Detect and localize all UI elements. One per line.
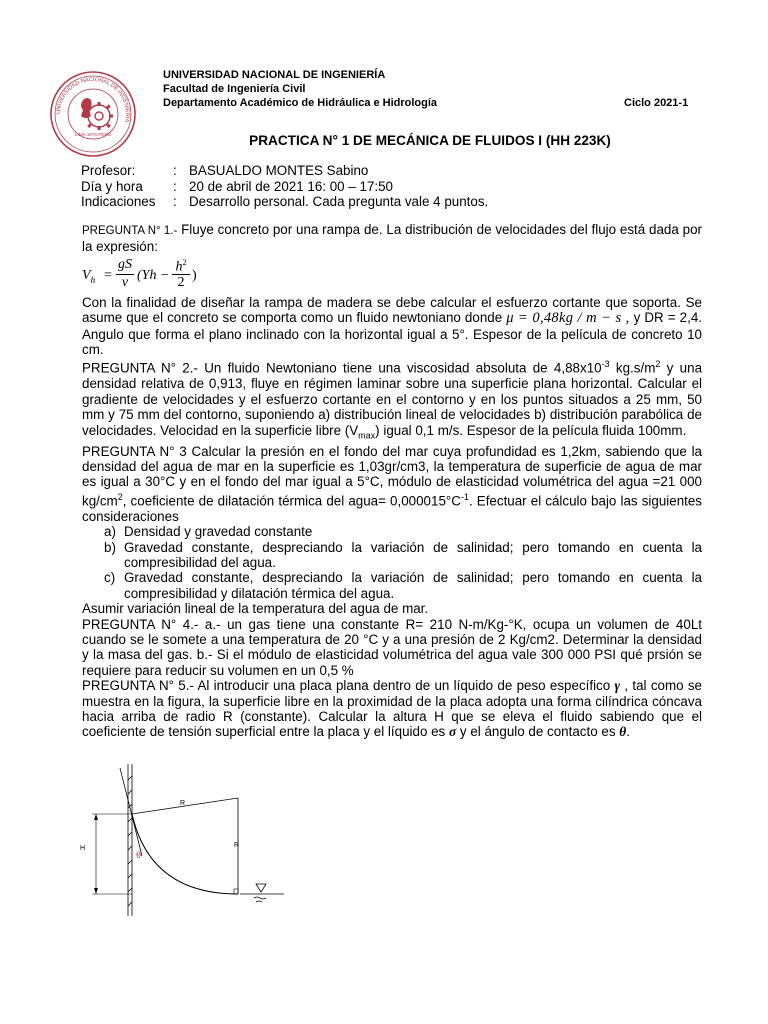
q5-text-b: , tal como se muestra en la figura, la superficie libre en la proximidad de la placa adopta una forma cilíndrica cóncava hacia arriba de radio R (constante). Calcular la altura H que se eleva el fluido sabiendo que el coeficiente de tensión superficial entre la placa y el líquido es	[82, 678, 702, 740]
q2-text-b: kg.s/m	[609, 360, 656, 376]
info-label: Profesor:	[81, 163, 136, 178]
option-text: Densidad y gravedad constante	[124, 524, 313, 540]
q2-sup-b: 2	[655, 359, 661, 370]
q2-text-c: y una densidad relativa de 0,913, fluye en régimen laminar sobre una superficie plana horizontal. Calcular el gradiente de velocidades y el esfuerzo cortante en el contorno y en los puntos situados a 25 mm, 50 mm y 75 mm del contorno, suponiendo a) distribución lineal de velocidades b) distribución parabólica de velocidades. Velocidad en la superficie libre (V	[82, 360, 703, 438]
q2-text-d: ) igual 0,1 m/s. Espesor de la película fluida 100mm.	[375, 422, 687, 438]
q1-text-a: Con la finalidad de diseñar la rampa de madera se debe calcular el esfuerzo cortante que soporta. Se asume que el concreto se comporta como un fluido newtoniano donde	[82, 294, 702, 326]
page-title: PRACTICA N° 1 DE MECÁNICA DE FLUIDOS I (HH 223K)	[249, 133, 611, 148]
tangent-line	[120, 768, 142, 856]
q1-formula	[82, 255, 702, 295]
q3-sup-a: 2	[117, 491, 123, 502]
university-name: UNIVERSIDAD NACIONAL DE INGENIERÍA	[163, 69, 386, 81]
option-letter: b)	[104, 539, 116, 555]
q3-option	[104, 539, 702, 571]
gamma-symbol: γ	[614, 678, 621, 694]
q1-intro: Fluye concreto por una rampa de. La distribución de velocidades del flujo está dada por la expresión:	[82, 222, 702, 255]
q3-text-a: Calcular la presión en el fondo del mar cuya profundidad es 1,2km, sabiendo que la densidad del agua de mar en la superficie es 1,03gr/cm3, la temperatura de superficie de agua de mar es igual a 30°C y en el fondo del mar igual a 5°C, módulo de elasticidad volumétrica del agua =21 000 kg/cm	[82, 443, 702, 509]
option-text: Gravedad constante, despreciando la variación de salinidad; pero tomando en cuenta la compresibilidad del agua.	[124, 539, 702, 570]
q3-sup-b: -1	[460, 491, 469, 502]
info-row-date	[81, 179, 488, 195]
info-sep: :	[173, 163, 177, 178]
q3-options	[82, 524, 702, 601]
formula-paren-close: )	[192, 267, 197, 283]
q4-text: a.- un gas tiene una constante R= 210 N-m/Kg-°K, ocupa un volumen de 40Lt cuando se le somete a una temperatura de 20 °C y a una presión de 2 Kg/cm2. Determinar la densidad y la masa del gas. b.- Si el módulo de elasticidad volumétrica del agua vale 300 000 PSI qué prsión se requiere para reducir su volumen en un 0,5 %	[82, 616, 702, 678]
seal-text: UNIVERSIDAD NACIONAL DE INGENIERÍA	[55, 76, 131, 123]
formula-eq: =	[104, 267, 112, 283]
question-2	[82, 357, 702, 443]
q3-label: PREGUNTA N° 3	[82, 443, 187, 459]
q5-label: PREGUNTA N° 5.-	[82, 678, 194, 694]
info-row-professor	[81, 163, 488, 179]
question-1	[82, 222, 702, 740]
formula-paren-open: (Yh −	[137, 267, 170, 283]
q1-mu: μ = 0,48kg / m − s ,	[506, 310, 630, 327]
q1-label: PREGUNTA N° 1.-	[82, 225, 178, 237]
option-letter: a)	[104, 524, 116, 540]
formula-frac2-num: h	[175, 259, 183, 275]
capillary-figure	[70, 760, 300, 920]
formula-frac-num: gS	[118, 256, 132, 272]
plate-hatching	[128, 764, 132, 916]
faculty-name: Facultad de Ingeniería Civil	[163, 83, 306, 95]
info-label: Día y hora	[81, 178, 143, 194]
cycle: Ciclo 2021-1	[624, 97, 689, 109]
sigma-symbol: σ	[448, 724, 457, 740]
info-sep: :	[173, 194, 177, 209]
info-value: Desarrollo personal. Cada pregunta vale 4 puntos.	[189, 194, 489, 209]
q3-closing: Asumir variación lineal de la temperatura del agua de mar.	[82, 601, 429, 617]
formula-frac-den: ν	[121, 274, 129, 290]
q3-option	[104, 570, 702, 601]
info-value: 20 de abril de 2021 16: 00 – 17:50	[189, 178, 394, 194]
q3-text-b: , coeficiente de dilatación térmica del agua= 0,000015°C	[122, 493, 461, 509]
info-row-instructions	[81, 194, 488, 210]
label-r-top: R	[180, 800, 186, 807]
q5-text-a: Al introducir una placa plana dentro de un líquido de peso específico	[193, 678, 615, 694]
q2-text-a: Un fluido Newtoniano tiene una viscosidad absoluta de 4,88x10	[197, 360, 602, 376]
q3-option	[104, 524, 702, 540]
q1-text-b: y DR = 2,4. Angulo que forma el plano inclinado con la horizontal igual a 5°. Espesor de la película de concreto 10 cm.	[82, 310, 702, 358]
info-sep: :	[173, 178, 177, 194]
question-3	[82, 444, 702, 525]
label-theta: θ	[136, 850, 142, 860]
formula-frac2-sup: 2	[182, 257, 187, 267]
q4-label: PREGUNTA N° 4.-	[82, 616, 199, 632]
label-r-right: R	[234, 842, 240, 849]
question-5	[82, 678, 702, 740]
q5-text-d: .	[626, 724, 630, 740]
free-surface-curve	[132, 814, 238, 894]
q2-sub-max: max	[358, 430, 376, 441]
formula-lhs: V	[82, 267, 91, 283]
question-4	[82, 617, 702, 679]
formula-frac2-den: 2	[177, 274, 185, 290]
q2-sup-a: -3	[601, 359, 610, 370]
department-name: Departamento Académico de Hidráulica e Hidrología	[163, 97, 438, 109]
q3-text-c: . Efectuar el cálculo bajo las siguientes consideraciones	[82, 493, 703, 524]
option-text: Gravedad constante, despreciando la variación de salinidad; pero tomando en cuenta la compresibilidad y dilatación térmica del agua.	[124, 570, 702, 601]
formula-lhs-sub: h	[90, 274, 96, 285]
water-level-icon	[240, 884, 284, 902]
theta-symbol: θ	[619, 724, 627, 740]
info-value: BASUALDO MONTES Sabino	[189, 163, 369, 178]
info-table	[81, 163, 488, 210]
q2-label: PREGUNTA N° 2.-	[82, 360, 198, 376]
label-h: H	[80, 845, 86, 852]
option-letter: c)	[104, 570, 116, 586]
q5-text-c: y el ángulo de contacto es	[456, 724, 620, 740]
right-angle-mark	[234, 889, 238, 894]
info-label: Indicaciones	[81, 194, 156, 209]
seal-motto: LIMA 1876 PERÚ	[74, 132, 112, 137]
